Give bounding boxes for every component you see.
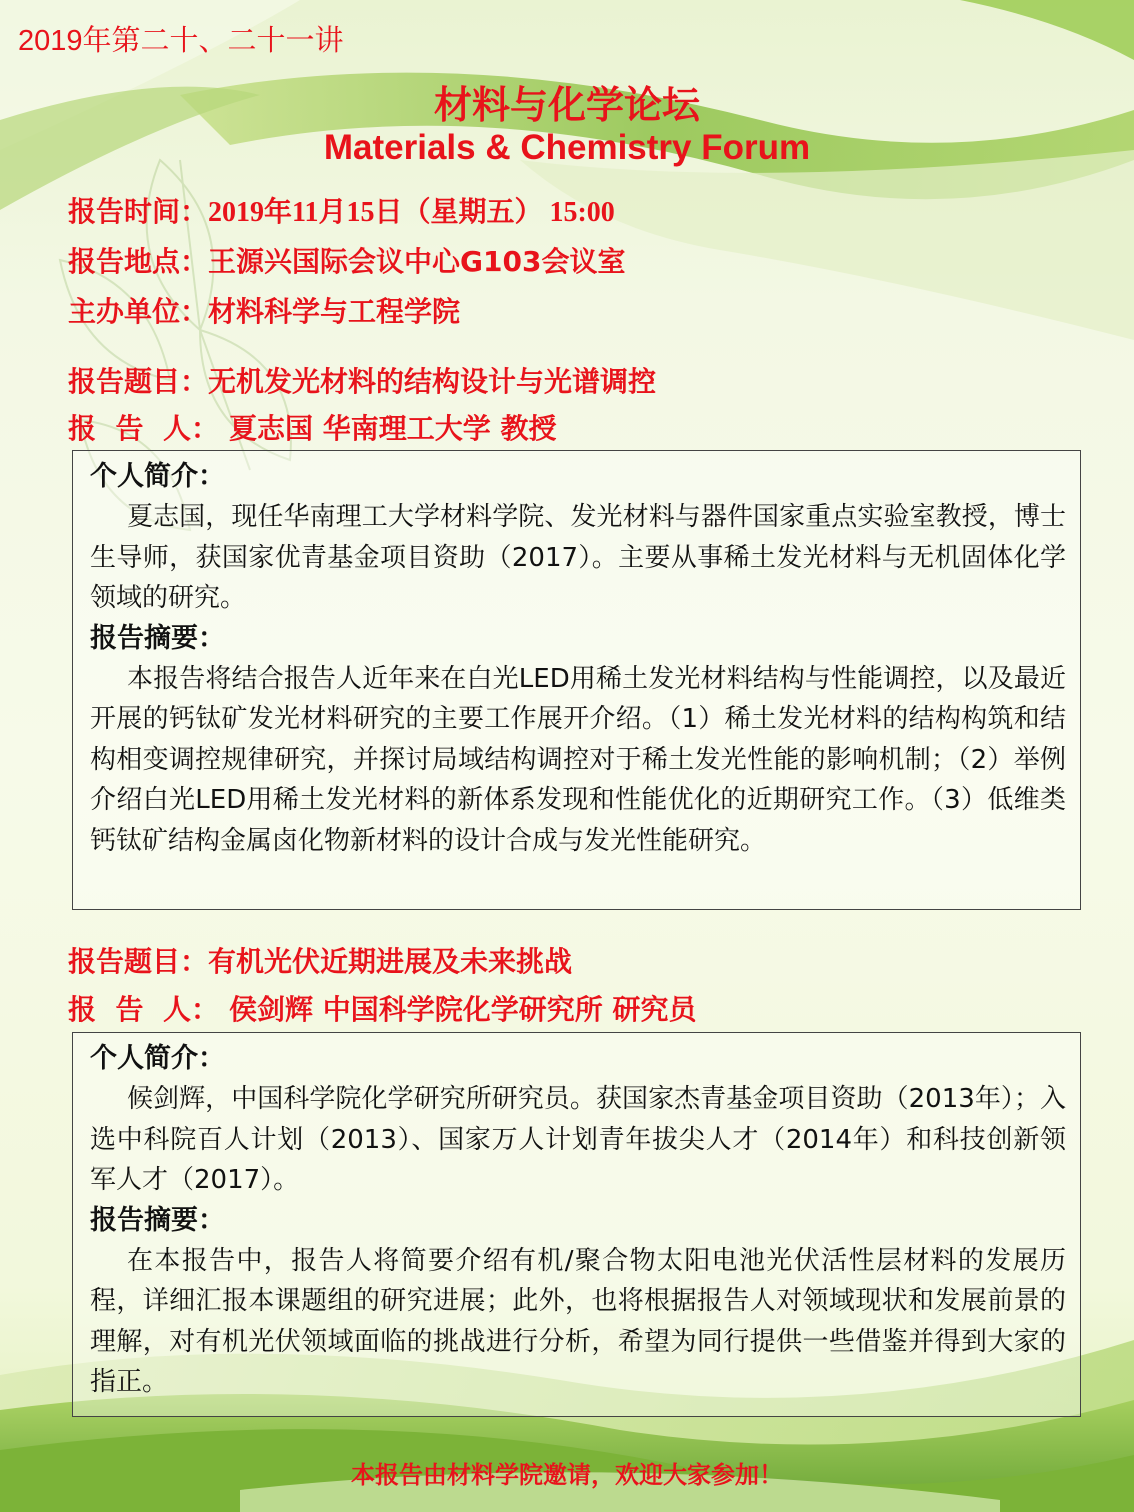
talk2-speaker-value: 侯剑辉 中国科学院化学研究所 研究员	[229, 993, 697, 1026]
talk1-abstract: 本报告将结合报告人近年来在白光LED用稀土发光材料结构与性能调控，以及最近开展的钙钛矿发光材料研究的主要工作展开介绍。（1）稀土发光材料的结构构筑和结构相变调控规律研究，并探讨局域结构调控对于稀土发光性能的影响机制；（2）举例介绍白光LED用稀土发光材料的新体系发现和性能优化的近期研究工作。（3）低维类钙钛矿结构金属卤化物新材料的设计合成与发光性能研究。	[90, 663, 1066, 856]
event-place	[68, 240, 625, 280]
talk1-topic-label: 报告题目：	[68, 365, 209, 398]
talk2-speaker-label: 报 告 人：	[68, 993, 219, 1026]
talk1-speaker	[68, 407, 557, 447]
talk2-topic-label: 报告题目：	[68, 945, 209, 978]
talk2-abstract-heading: 报告摘要：	[90, 1204, 225, 1236]
talk1-abstract-heading: 报告摘要：	[90, 622, 225, 654]
event-host-label: 主办单位：	[68, 295, 209, 328]
event-time-label: 报告时间：	[68, 195, 209, 228]
lecture-number: 2019年第二十、二十一讲	[18, 25, 344, 57]
talk1-speaker-value: 夏志国 华南理工大学 教授	[229, 412, 557, 445]
event-time	[68, 190, 615, 230]
talk2-details-box	[72, 1032, 1081, 1417]
talk2-topic-value: 有机光伏近期进展及未来挑战	[208, 945, 573, 978]
talk1-topic-value: 无机发光材料的结构设计与光谱调控	[208, 365, 657, 398]
event-place-label: 报告地点：	[68, 245, 209, 278]
forum-title-cn: 材料与化学论坛	[433, 83, 700, 127]
event-place-value: 王源兴国际会议中心G103会议室	[208, 245, 626, 278]
forum-title-en: Materials & Chemistry Forum	[323, 128, 811, 167]
talk1-speaker-label: 报 告 人：	[68, 412, 219, 445]
event-time-value: 2019年11月15日（星期五） 15:00	[208, 197, 615, 228]
talk2-bio-heading: 个人简介：	[90, 1043, 225, 1074]
event-host	[68, 290, 460, 330]
talk1-bio: 夏志国，现任华南理工大学材料学院、发光材料与器件国家重点实验室教授，博士生导师，获国家优青基金项目资助（2017）。主要从事稀土发光材料与无机固体化学领域的研究。	[90, 502, 1066, 613]
talk2-speaker	[68, 988, 697, 1028]
talk2-topic	[68, 940, 572, 980]
talk1-bio-heading: 个人简介：	[90, 461, 225, 492]
event-host-value: 材料科学与工程学院	[208, 295, 461, 328]
talk2-abstract: 在本报告中，报告人将简要介绍有机/聚合物太阳电池光伏活性层材料的发展历程，详细汇报本课题组的研究进展；此外，也将根据报告人对领域现状和发展前景的理解，对有机光伏领域面临的挑战进行分析，希望为同行提供一些借鉴并得到大家的指正。	[90, 1245, 1066, 1397]
talk1-details-box	[72, 450, 1081, 910]
talk2-bio: 候剑辉，中国科学院化学研究所研究员。获国家杰青基金项目资助（2013年）；入选中科院百人计划（2013）、国家万人计划青年拔尖人才（2014年）和科技创新领军人才（2017）。	[90, 1084, 1066, 1195]
invitation-footer: 本报告由材料学院邀请，欢迎大家参加！	[351, 1461, 783, 1489]
talk1-topic	[68, 360, 656, 400]
